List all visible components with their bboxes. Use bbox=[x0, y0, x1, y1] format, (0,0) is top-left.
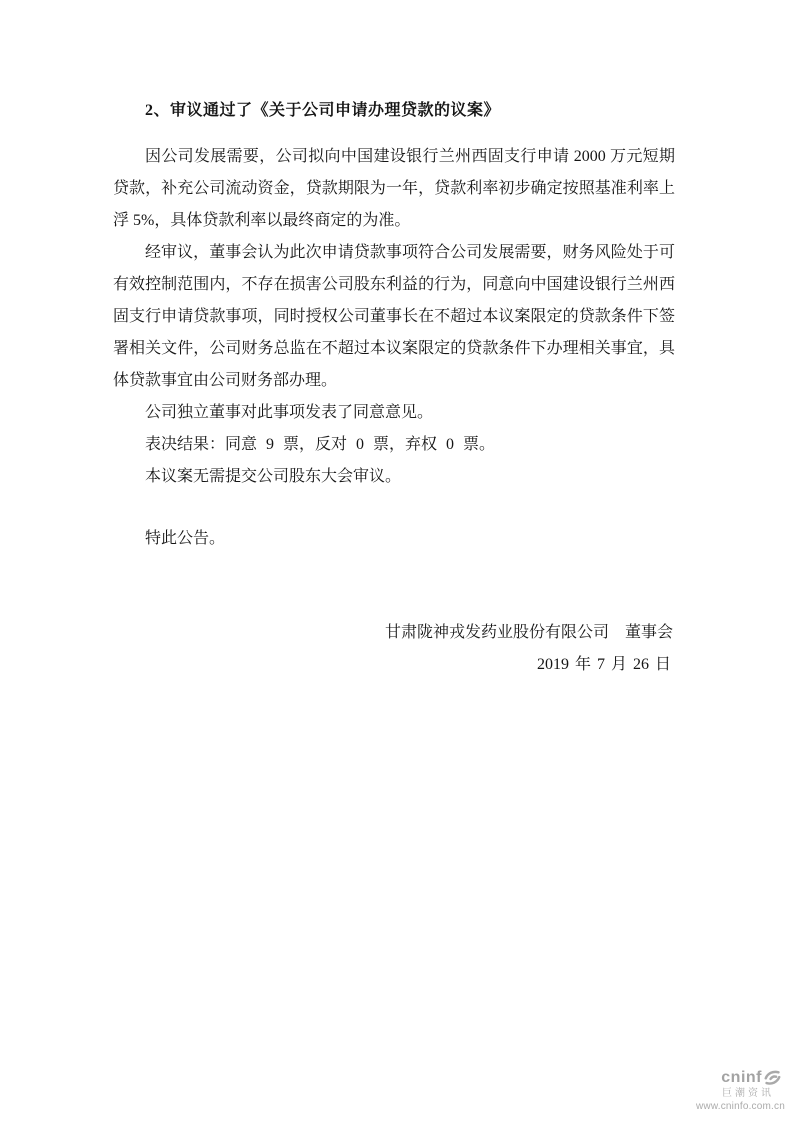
document-body bbox=[113, 95, 675, 681]
cninfo-watermark bbox=[668, 1068, 788, 1112]
cninfo-brand-text: cninf bbox=[721, 1068, 762, 1086]
signature-company-board: 甘肃陇神戎发药业股份有限公司 董事会 bbox=[384, 624, 673, 641]
signature-date: 2019 年 7 月 26 日 bbox=[536, 656, 671, 673]
cninfo-logo-row bbox=[668, 1068, 788, 1087]
cninfo-url: www.cninfo.com.cn bbox=[696, 1101, 785, 1112]
paragraph-loan-request: 因公司发展需要，公司拟向中国建设银行兰州西固支行申请 2000 万元短期贷款，补充公司流动资金，贷款期限为一年，贷款利率初步确定按照基准利率上浮 5%，具体贷款利率以最终商定的为准。 bbox=[113, 148, 675, 229]
closing-announcement-line: 特此公告。 bbox=[145, 530, 226, 547]
paragraph-board-opinion: 经审议，董事会认为此次申请贷款事项符合公司发展需要，财务风险处于可有效控制范围内，不存在损害公司股东利益的行为，同意向中国建设银行兰州西固支行申请贷款事项，同时授权公司董事长在不超过本议案限定的贷款条件下签署相关文件，公司财务总监在不超过本议案限定的贷款条件下办理相关事宜，具体贷款事宜由公司财务部办理。 bbox=[113, 244, 675, 389]
signature-block bbox=[113, 617, 675, 681]
cninfo-brand-chinese: 巨潮资讯 bbox=[722, 1088, 774, 1099]
cninfo-swirl-globe-icon bbox=[763, 1068, 782, 1087]
line-vote-result: 表决结果：同意 9 票，反对 0 票，弃权 0 票。 bbox=[145, 436, 496, 453]
line-independent-directors-opinion: 公司独立董事对此事项发表了同意意见。 bbox=[145, 404, 434, 421]
resolution-heading: 2、审议通过了《关于公司申请办理贷款的议案》 bbox=[145, 102, 501, 119]
line-no-shareholder-meeting: 本议案无需提交公司股东大会审议。 bbox=[145, 468, 402, 485]
